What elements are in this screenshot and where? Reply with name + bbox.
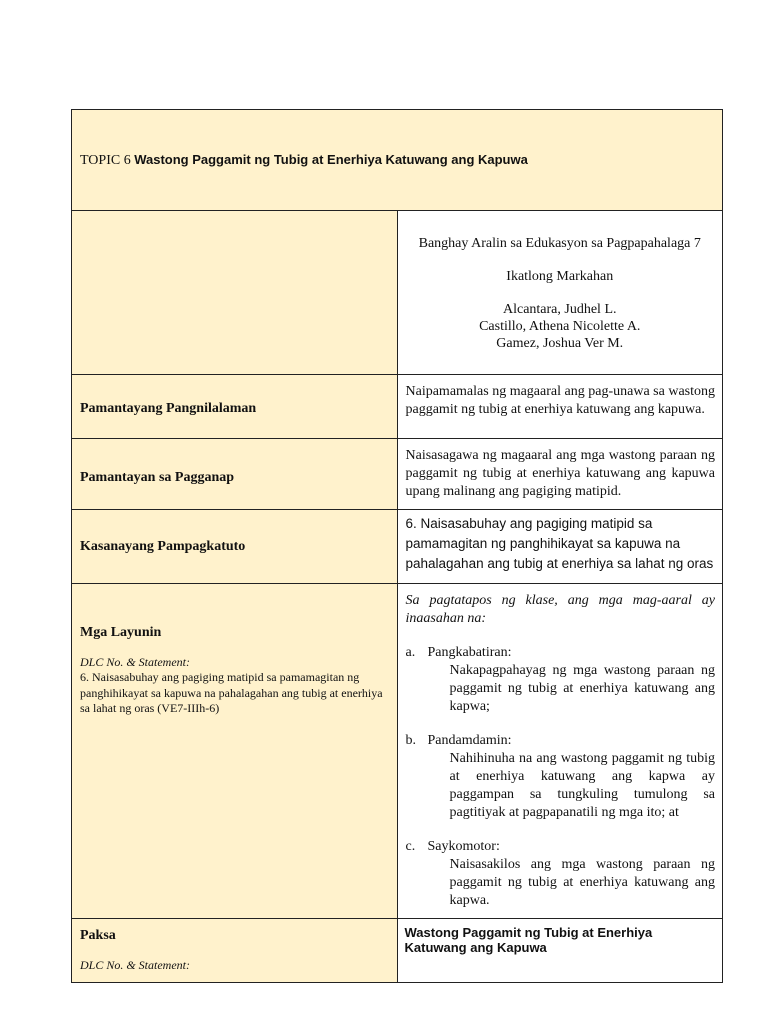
objective-title: Saykomotor: [427,839,500,854]
author-name: Alcantara, Judhel L. [502,302,617,317]
topic-header-row [72,110,723,211]
paksa-label-cell [72,919,398,983]
topic-header-cell [72,110,723,211]
pagganap-row [72,439,723,510]
lesson-plan-document [71,109,723,983]
paksa-row [72,919,723,983]
objective-text: Nahihinuha na ang wastong paggamit ng tubig at enerhiya katuwang ang kapwa ay paggampan sa tungkuling tumulong sa pagtitiyak at pagpapanatili ng mga ito; at [449,751,715,820]
pangnilalaman-text: Naipamamalas ng magaaral ang pag-unawa sa wastong paggamit ng tubig at enerhiya katuwang ang kapuwa. [397,375,723,439]
objective-letter: a. [405,645,416,660]
layunin-dlc-label: DLC No. & Statement: [80,655,190,669]
pampagkatuto-row [72,510,723,584]
pangnilalaman-label-cell [72,375,398,439]
topic-prefix: TOPIC 6 [80,152,135,168]
objective-letter: b. [405,733,416,748]
meta-row [72,211,723,375]
pagganap-text: Naisasagawa ng magaaral ang mga wastong paraan ng paggamit ng tubig at enerhiya katuwang ang kapuwa upang malinang ang pagiging matipid. [397,439,723,510]
lesson-plan-table [71,109,723,983]
pampagkatuto-label-cell [72,510,398,584]
objective-item [406,838,716,910]
objective-title: Pandamdamin: [427,733,512,748]
author-name: Gamez, Joshua Ver M. [496,336,624,351]
meta-left-cell [72,211,398,375]
objective-text: Nakapagpahayag ng mga wastong paraan ng paggamit ng tubig at enerhiya katuwang ang kapwa; [449,663,715,714]
objective-letter: c. [405,839,416,854]
layunin-row [72,584,723,919]
pampagkatuto-text: 6. Naisasabuhay ang pagiging matipid sa pamamagitan ng panghihikayat sa kapuwa na pahalagahan ang tubig at enerhiya sa lahat ng oras [397,510,723,584]
paksa-label: Paksa [80,928,116,943]
objective-title: Pangkabatiran: [427,645,512,660]
paksa-text: Wastong Paggamit ng Tubig at Enerhiya Katuwang ang Kapuwa [397,919,723,983]
pagganap-label-cell [72,439,398,510]
meta-cell [397,211,723,375]
objective-item [406,732,716,822]
pangnilalaman-label: Pamantayang Pangnilalaman [80,401,257,416]
objective-text: Naisasakilos ang mga wastong paraan ng paggamit ng tubig at enerhiya katuwang ang kapwa. [449,857,715,908]
layunin-dlc-text: 6. Naisasabuhay ang pagiging matipid sa pamamagitan ng panghihikayat sa kapuwa na pahalagahan ang tubig at enerhiya sa lahat ng oras (VE7-IIIh-6) [80,670,383,715]
quarter-title: Ikatlong Markahan [506,269,614,284]
layunin-label-cell [72,584,398,919]
layunin-cell [397,584,723,919]
layunin-intro: Sa pagtatapos ng klase, ang mga mag-aaral ay inaasahan na: [405,593,715,626]
pampagkatuto-label: Kasanayang Pampagkatuto [80,539,246,554]
course-title: Banghay Aralin sa Edukasyon sa Pagpapahalaga 7 [418,236,701,251]
pagganap-label: Pamantayan sa Pagganap [80,469,235,485]
paksa-dlc-label: DLC No. & Statement: [80,958,190,972]
objective-item [406,644,716,716]
author-name: Castillo, Athena Nicolette A. [479,319,641,334]
pangnilalaman-row [72,375,723,439]
layunin-label: Mga Layunin [80,625,162,640]
topic-title: Wastong Paggamit ng Tubig at Enerhiya Katuwang ang Kapuwa [134,151,528,167]
